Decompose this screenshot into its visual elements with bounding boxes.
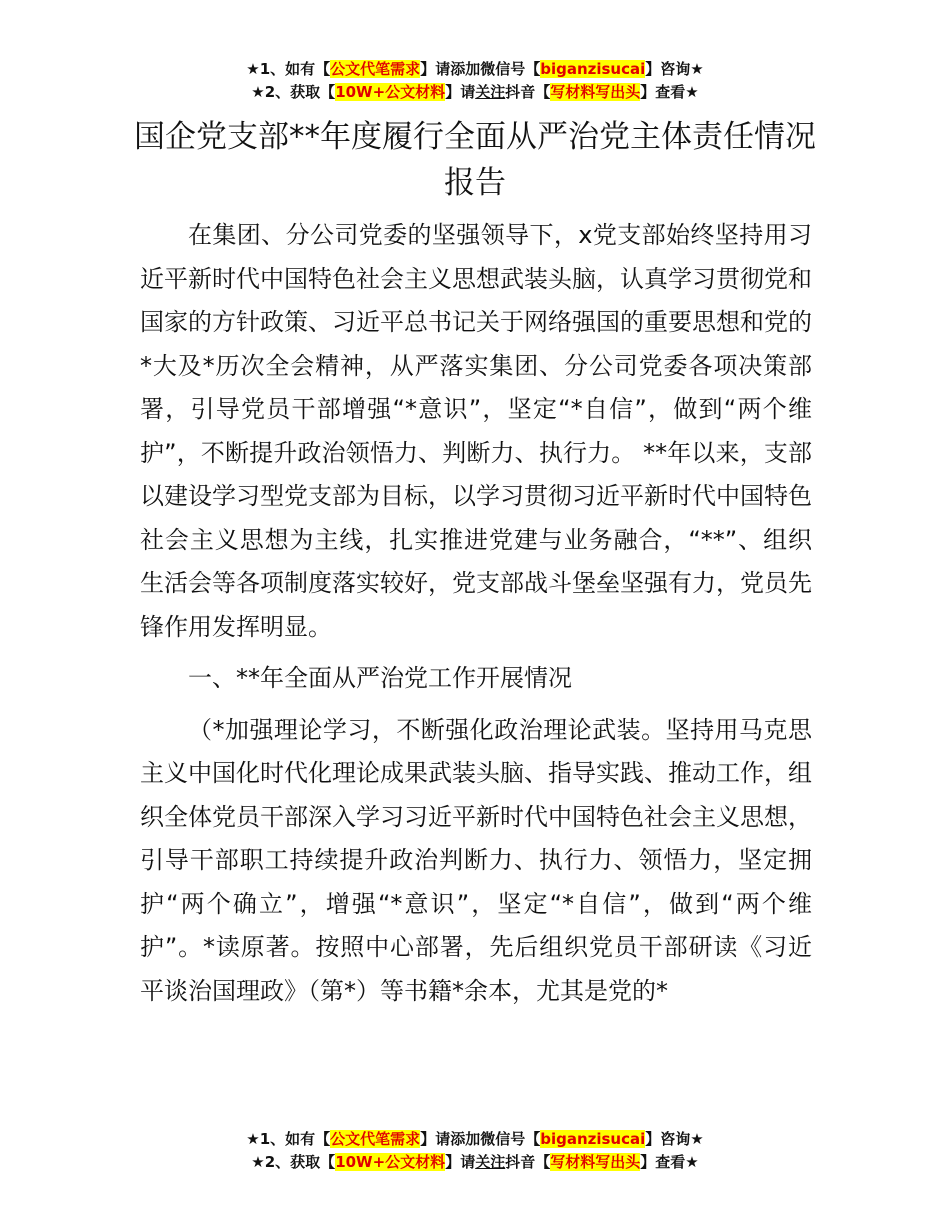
promo-underlined-follow: 关注 xyxy=(475,1153,506,1171)
promo-highlight-wechat-id: biganzisucai xyxy=(540,1130,646,1148)
document-body xyxy=(140,214,812,1013)
paragraph-intro: 在集团、分公司党委的坚强领导下，x党支部始终坚持用习近平新时代中国特色社会主义思想武装头脑，认真学习贯彻党和国家的方针政策、习近平总书记关于网络强国的重要思想和党的*大及*历次全会精神，从严落实集团、分公司党委各项决策部署，引导党员干部增强“*意识”，坚定“*自信”，做到“两个维护”，不断提升政治领悟力、判断力、执行力。 **年以来，支部以建设学习型党支部为目标，以学习贯彻习近平新时代中国特色社会主义思想为主线，扎实推进党建与业务融合，“**”、组织生活会等各项制度落实较好，党支部战斗堡垒坚强有力，党员先锋作用发挥明显。 xyxy=(140,221,812,641)
bottom-promo-banner xyxy=(0,1128,950,1174)
promo-highlight-douyin: 写材料写出头 xyxy=(550,83,641,101)
section-heading-1: 一、**年全面从严治党工作开展情况 xyxy=(188,664,572,692)
promo-underlined-follow: 关注 xyxy=(475,83,506,101)
promo-highlight-materials: 10W+公文材料 xyxy=(335,1153,446,1171)
promo-highlight-wechat-id: biganzisucai xyxy=(540,60,646,78)
promo-highlight-materials: 10W+公文材料 xyxy=(335,83,446,101)
promo-highlight-ghostwriting: 公文代笔需求 xyxy=(330,1130,421,1148)
promo-line-2: ★2、获取【10W+公文材料】请关注抖音【写材料写出头】查看★ xyxy=(251,83,699,101)
promo-line-1: ★1、如有【公文代笔需求】请添加微信号【biganzisucai】咨询★ xyxy=(246,60,704,78)
document-title: 国企党支部**年度履行全面从严治党主体责任情况报告 xyxy=(134,119,816,201)
promo-line-1: ★1、如有【公文代笔需求】请添加微信号【biganzisucai】咨询★ xyxy=(246,1130,704,1148)
top-promo-banner xyxy=(0,58,950,104)
promo-line-2: ★2、获取【10W+公文材料】请关注抖音【写材料写出头】查看★ xyxy=(251,1153,699,1171)
paragraph-theory-study: （*加强理论学习，不断强化政治理论武装。坚持用马克思主义中国化时代化理论成果武装头脑、指导实践、推动工作，组织全体党员干部深入学习习近平新时代中国特色社会主义思想，引导干部职工持续提升政治判断力、执行力、领悟力，坚定拥护“两个确立”，增强“*意识”，坚定“*自信”，做到“两个维护”。*读原著。按照中心部署，先后组织党员干部研读《习近平谈治国理政》（第*）等书籍*余本，尤其是党的* xyxy=(140,715,812,1005)
promo-highlight-douyin: 写材料写出头 xyxy=(550,1153,641,1171)
promo-highlight-ghostwriting: 公文代笔需求 xyxy=(330,60,421,78)
